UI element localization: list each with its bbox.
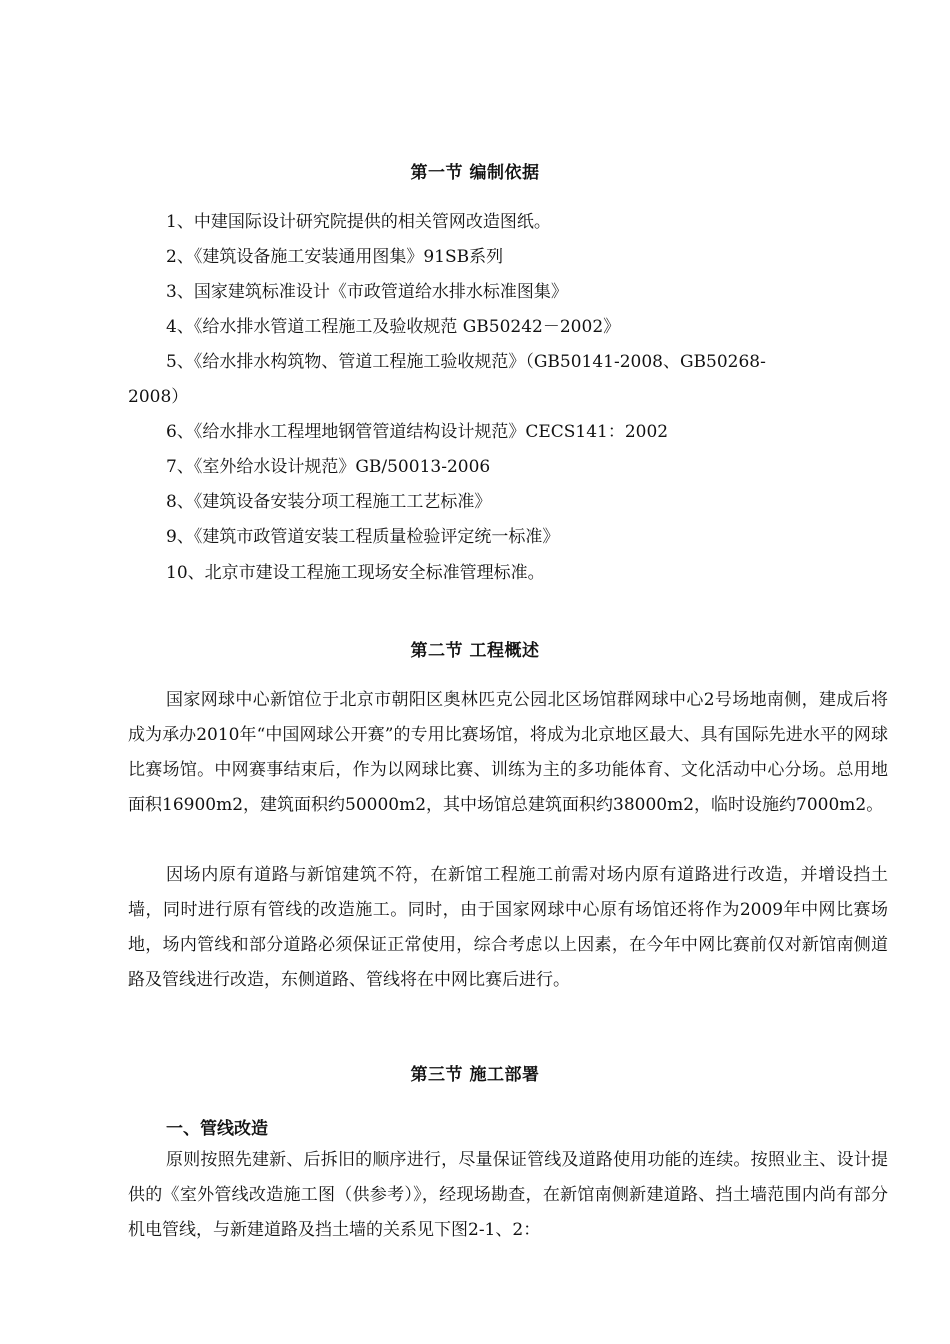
basis-item-10: 10、北京市建设工程施工现场安全标准管理标准。 bbox=[166, 563, 545, 583]
section3-title: 第三节 施工部署 bbox=[410, 1065, 540, 1085]
overview-paragraph-1: 国家网球中心新馆位于北京市朝阳区奥林匹克公园北区场馆群网球中心2号场地南侧，建成后将成为承办2010年“中国网球公开赛”的专用比赛场馆，将成为北京地区最大、具有国际先进水平的网球比赛场馆。中网赛事结束后，作为以网球比赛、训练为主的多功能体育、文化活动中心分场。总用地面积16900m2，建筑面积约50000m2，其中场馆总建筑面积约38000m2，临时设施约7000m2。 bbox=[128, 690, 888, 815]
basis-item-9: 9、《建筑市政管道安装工程质量检验评定统一标准》 bbox=[166, 527, 560, 547]
basis-item-5: 5、《给水排水构筑物、管道工程施工验收规范》（GB50141-2008、GB50268- bbox=[166, 352, 766, 372]
section1-title: 第一节 编制依据 bbox=[410, 163, 540, 183]
basis-item-8: 8、《建筑设备安装分项工程施工工艺标准》 bbox=[166, 492, 492, 512]
pipeline-paragraph: 原则按照先建新、后拆旧的顺序进行，尽量保证管线及道路使用功能的连续。按照业主、设计提供的《室外管线改造施工图（供参考）》，经现场勘查，在新馆南侧新建道路、挡土墙范围内尚有部分机电管线，与新建道路及挡土墙的关系见下图2-1、2： bbox=[128, 1150, 888, 1240]
basis-item-7: 7、《室外给水设计规范》GB/50013-2006 bbox=[166, 457, 491, 477]
basis-item-1: 1、中建国际设计研究院提供的相关管网改造图纸。 bbox=[166, 212, 551, 232]
pipeline-subtitle: 一、管线改造 bbox=[166, 1119, 268, 1139]
basis-item-4: 4、《给水排水管道工程施工及验收规范 GB50242－2002》 bbox=[166, 317, 621, 337]
basis-item-6: 6、《给水排水工程埋地钢管管道结构设计规范》CECS141：2002 bbox=[166, 422, 669, 442]
basis-item-2: 2、《建筑设备施工安装通用图集》91SB系列 bbox=[166, 247, 504, 267]
basis-item-3: 3、国家建筑标准设计《市政管道给水排水标准图集》 bbox=[166, 282, 568, 302]
basis-item-5-continued: 2008） bbox=[128, 387, 189, 407]
overview-paragraph-2: 因场内原有道路与新馆建筑不符，在新馆工程施工前需对场内原有道路进行改造，并增设挡土墙，同时进行原有管线的改造施工。同时，由于国家网球中心原有场馆还将作为2009年中网比赛场地，场内管线和部分道路必须保证正常使用，综合考虑以上因素，在今年中网比赛前仅对新馆南侧道路及管线进行改造，东侧道路、管线将在中网比赛后进行。 bbox=[128, 865, 888, 990]
section2-title: 第二节 工程概述 bbox=[410, 641, 540, 661]
